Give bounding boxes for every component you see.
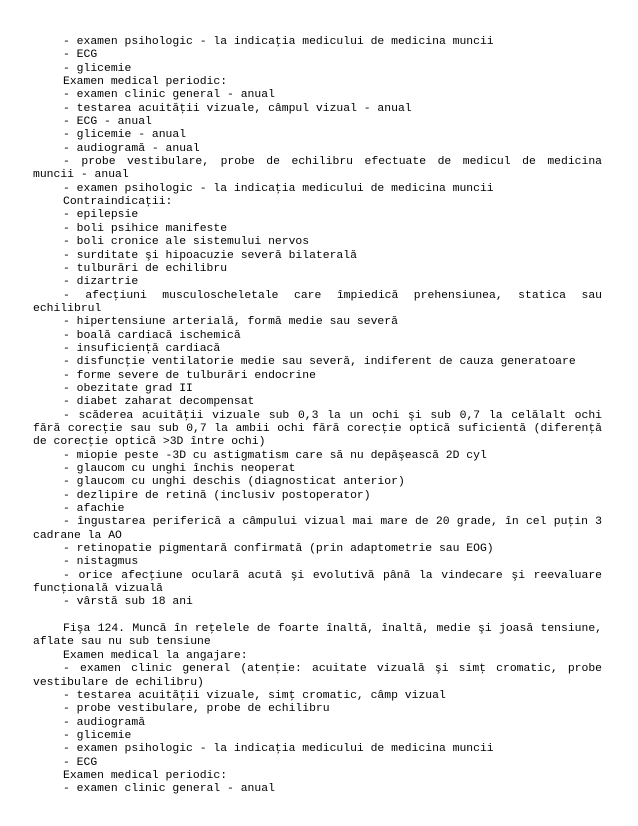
section-heading: Examen medical la angajare: xyxy=(63,649,248,662)
section-heading: Contraindicaţii: xyxy=(63,196,173,209)
list-item: - surditate şi hipoacuzie severă bilaterală xyxy=(63,249,357,262)
list-item: - ECG xyxy=(63,49,98,62)
list-item: - afecţiuni musculoscheletale care împiedică prehensiunea, statica sau echilibrul xyxy=(33,289,602,315)
list-item: - glicemie xyxy=(63,729,132,742)
list-item: - orice afecţiune oculară acută şi evolutivă până la vindecare şi reevaluare funcţională vizuală xyxy=(33,569,602,596)
list-item: - boală cardiacă ischemică xyxy=(63,329,241,342)
blank-line xyxy=(33,610,602,623)
list-item: - hipertensiune arterială, formă medie sau severă xyxy=(63,316,398,329)
list-item: - epilepsie xyxy=(63,209,139,222)
section-heading: Examen medical periodic: xyxy=(63,76,228,89)
list-item: - glicemie xyxy=(63,62,132,75)
list-item: - afachie xyxy=(63,503,125,516)
list-item: - examen psihologic - la indicaţia medicului de medicina muncii xyxy=(63,36,494,48)
list-item: - insuficienţă cardiacă xyxy=(63,342,221,355)
list-item: - boli cronice ale sistemului nervos xyxy=(63,236,310,249)
list-item: - glicemie - anual xyxy=(63,129,187,142)
list-item: - testarea acuităţii vizuale, câmpul vizual - anual xyxy=(63,102,412,115)
list-item: - dezlipire de retină (inclusiv postoperator) xyxy=(63,489,371,502)
list-item: - glaucom cu unghi deschis (diagnosticat anterior) xyxy=(63,476,405,489)
list-item: - testarea acuităţii vizuale, simţ cromatic, câmp vizual xyxy=(63,689,446,702)
list-item: - diabet zaharat decompensat xyxy=(63,396,255,409)
list-item: - îngustarea periferică a câmpului vizual mai mare de 20 grade, în cel puţin 3 cadrane la AO xyxy=(33,516,602,542)
list-item: - examen clinic general - anual xyxy=(63,783,275,796)
fisa-heading: Fişa 124. Muncă în reţelele de foarte înaltă, înaltă, medie şi joasă tensiune, aflate sau nu sub tensiune xyxy=(33,623,602,649)
list-item: - nistagmus xyxy=(63,556,139,569)
list-item: - examen clinic general - anual xyxy=(63,89,275,102)
document-page xyxy=(33,36,602,797)
section-heading: Examen medical periodic: xyxy=(63,769,228,782)
list-item: - retinopatie pigmentară confirmată (prin adaptometrie sau EOG) xyxy=(63,543,494,556)
list-item: - dizartrie xyxy=(63,276,139,289)
list-item: - ECG xyxy=(63,756,98,769)
list-item: - audiogramă xyxy=(63,716,146,729)
list-item: - glaucom cu unghi închis neoperat xyxy=(63,463,296,475)
list-item: - miopie peste -3D cu astigmatism care să nu depăşească 2D cyl xyxy=(63,449,487,462)
list-item: - probe vestibulare, probe de echilibru xyxy=(63,703,330,716)
list-item: - ECG - anual xyxy=(63,116,152,129)
list-item: - vârstă sub 18 ani xyxy=(63,596,193,609)
list-item: - boli psihice manifeste xyxy=(63,222,228,235)
list-item: - forme severe de tulburări endocrine xyxy=(63,369,316,382)
list-item: - audiogramă - anual xyxy=(63,142,200,155)
list-item: - scăderea acuităţii vizuale sub 0,3 la un ochi şi sub 0,7 la celălalt ochi fără corecţie sau sub 0,7 la ambii ochi fără corecţie optică suficientă (diferenţă de corecţie optică >3D între ochi) xyxy=(33,409,602,449)
list-item: - disfuncţie ventilatorie medie sau severă, indiferent de cauza generatoare xyxy=(63,356,576,369)
list-item: - examen psihologic - la indicaţia medicului de medicina muncii xyxy=(63,182,494,195)
list-item: - probe vestibulare, probe de echilibru efectuate de medicul de medicina muncii - anual xyxy=(33,156,602,182)
list-item: - obezitate grad II xyxy=(63,382,193,395)
list-item: - tulburări de echilibru xyxy=(63,262,228,275)
list-item: - examen clinic general (atenţie: acuitate vizuală şi simţ cromatic, probe vestibulare de echilibru) xyxy=(33,663,602,689)
list-item: - examen psihologic - la indicaţia medicului de medicina muncii xyxy=(63,743,494,756)
